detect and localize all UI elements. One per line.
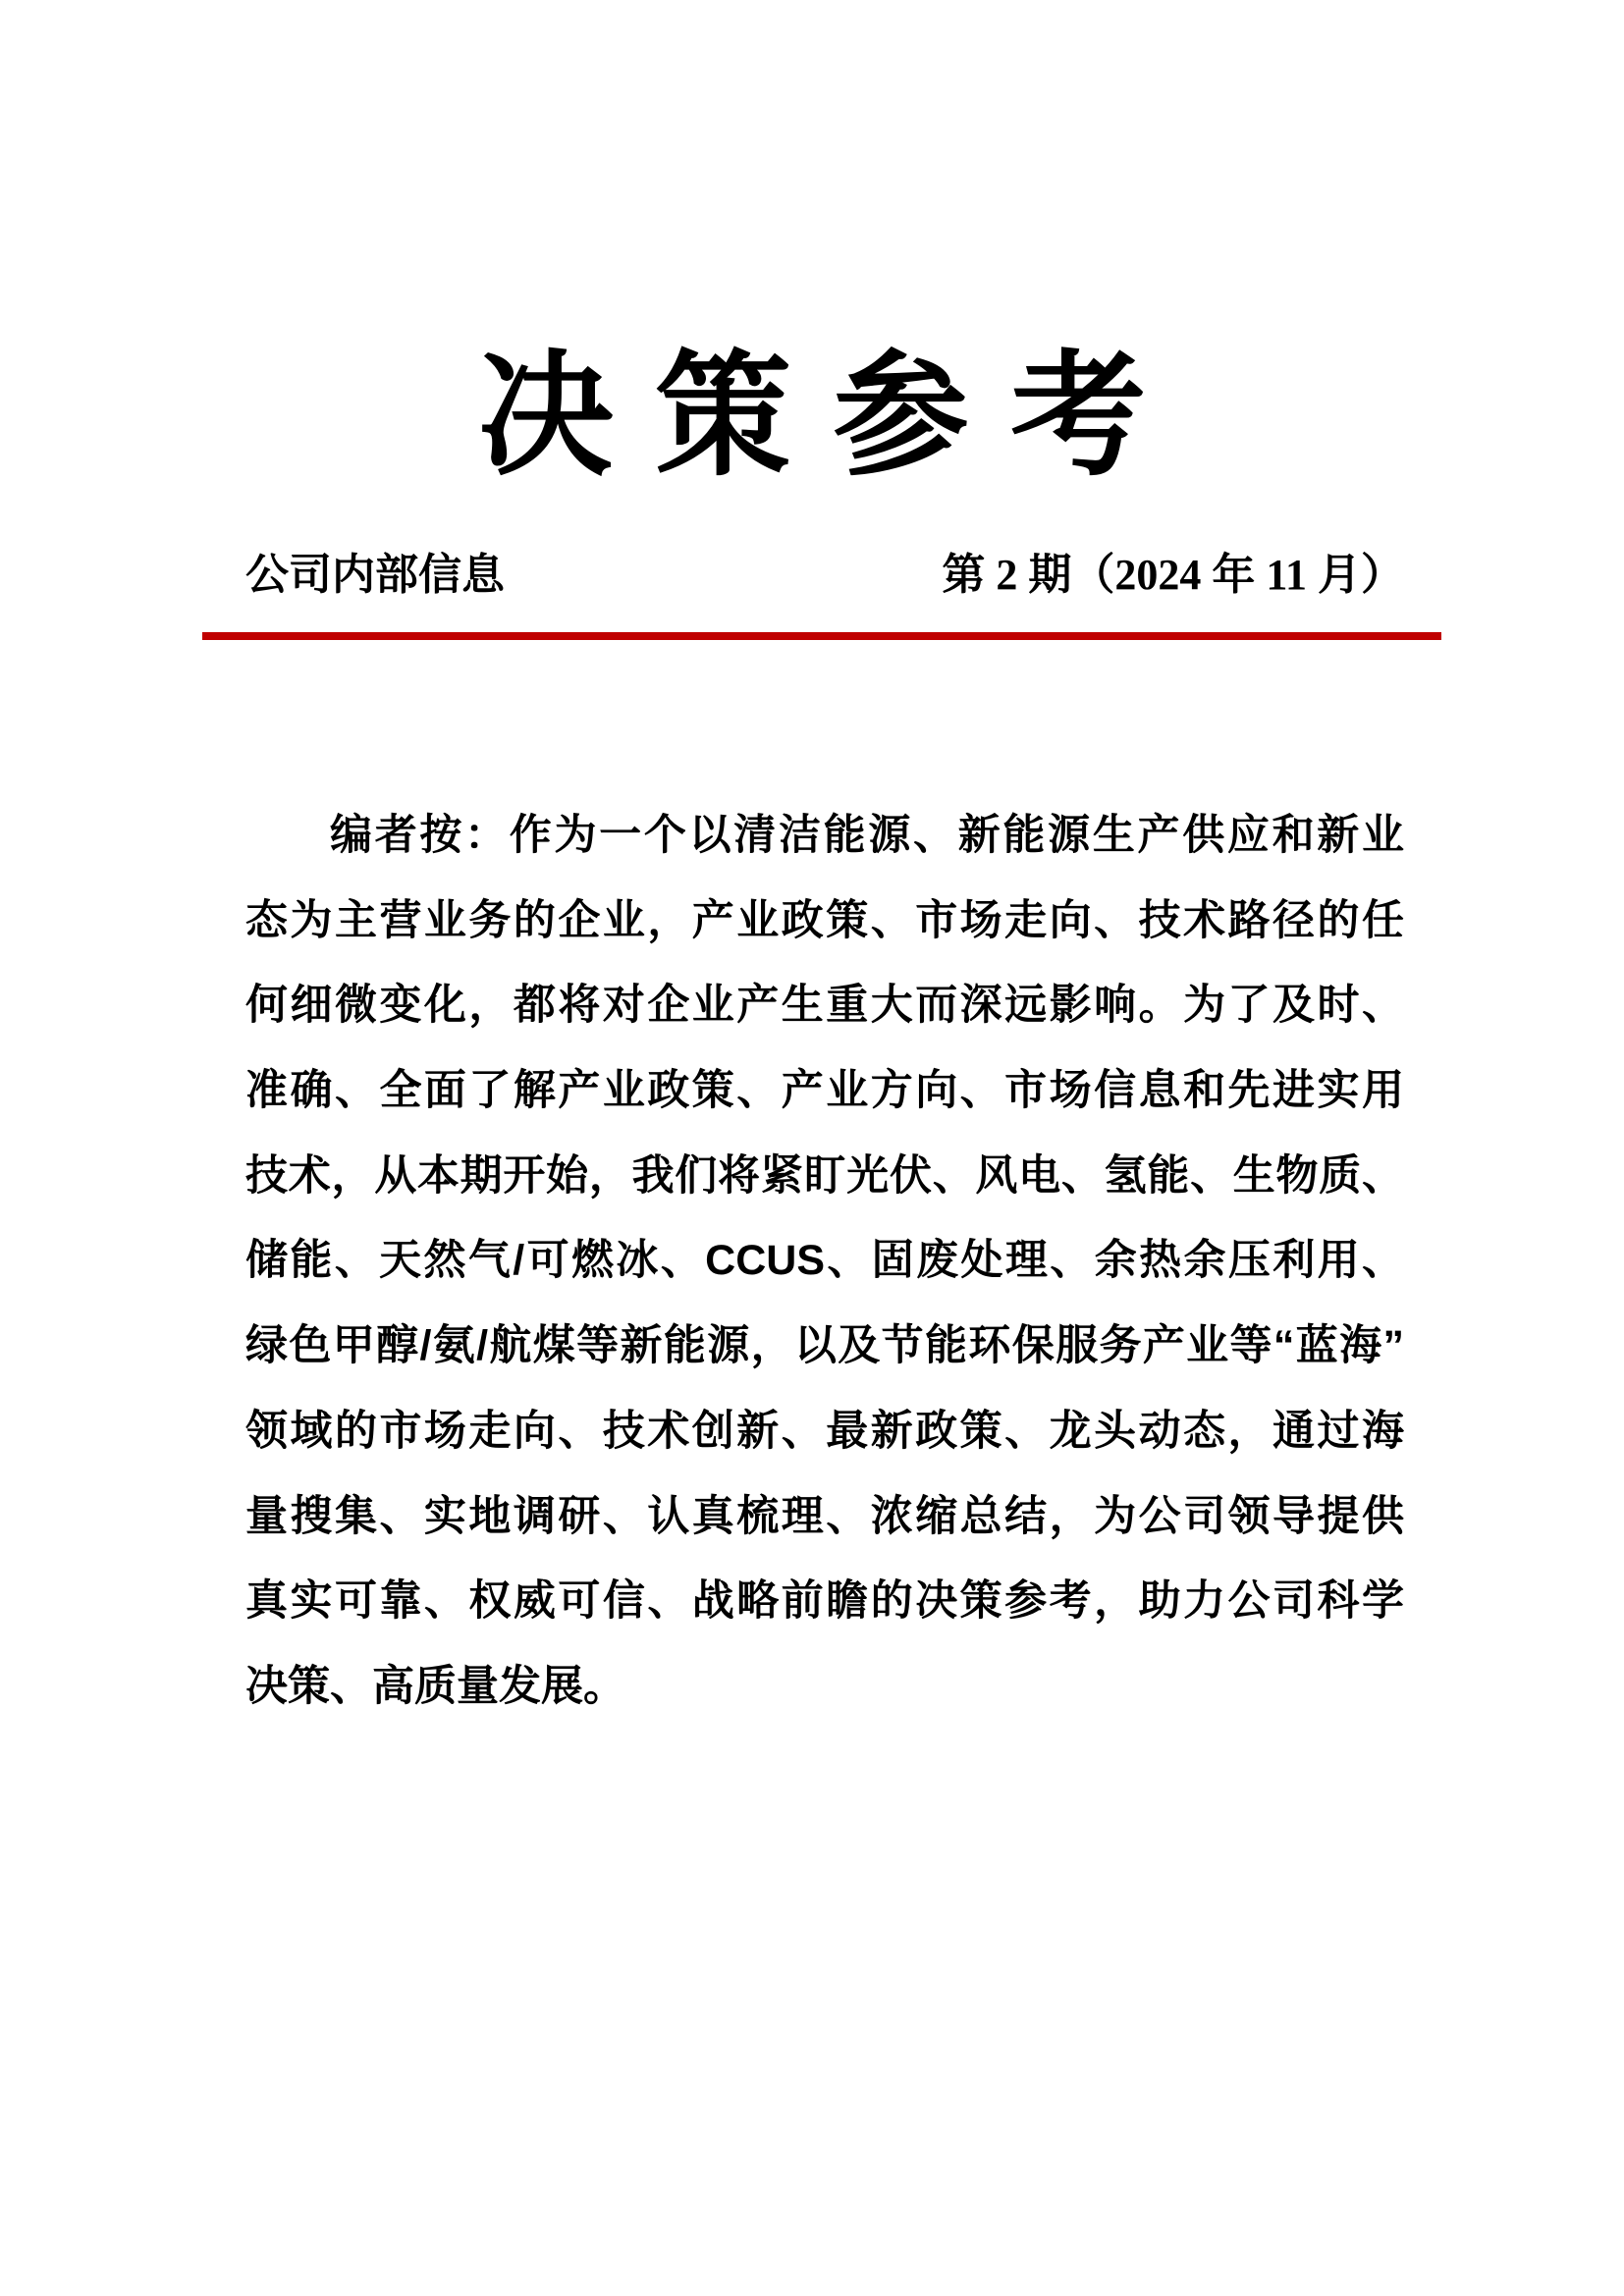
editor-note-line-3: 何细微变化，都将对企业产生重大而深远影响。为了及时、	[245, 982, 1404, 1030]
editor-note-line-11: 决策、高质量发展。	[245, 1662, 625, 1710]
editor-note-line-7: 绿色甲醇/氨/航煤等新能源，以及节能环保服务产业等“蓝海”	[245, 1322, 1404, 1370]
editor-note-line-4: 准确、全面了解产业政策、产业方向、市场信息和先进实用	[245, 1067, 1404, 1115]
editor-note-line-10: 真实可靠、权威可信、战略前瞻的决策参考，助力公司科学	[245, 1577, 1404, 1626]
editor-note-line-2: 态为主营业务的企业，产业政策、市场走向、技术路径的任	[245, 896, 1404, 944]
editor-note-line-1: 编者按：作为一个以清洁能源、新能源生产供应和新业	[330, 812, 1404, 859]
red-divider-rule	[202, 632, 1441, 640]
editor-note-line-6: 储能、天然气/可燃冰、CCUS、固废处理、余热余压利用、	[245, 1237, 1404, 1285]
editor-note-line-5: 技术，从本期开始，我们将紧盯光伏、风电、氢能、生物质、	[245, 1151, 1404, 1200]
editor-note-line-8: 领域的市场走向、技术创新、最新政策、龙头动态，通过海	[245, 1407, 1404, 1455]
issue-info-row	[245, 550, 1404, 601]
masthead-title: 决策参考	[477, 335, 1188, 495]
issue-number-label: 第 2 期（2024 年 11 月）	[942, 551, 1404, 599]
internal-info-label: 公司内部信息	[245, 551, 505, 599]
editor-note-line-9: 量搜集、实地调研、认真梳理、浓缩总结，为公司领导提供	[245, 1492, 1404, 1540]
editor-note-paragraph	[245, 793, 1404, 1730]
